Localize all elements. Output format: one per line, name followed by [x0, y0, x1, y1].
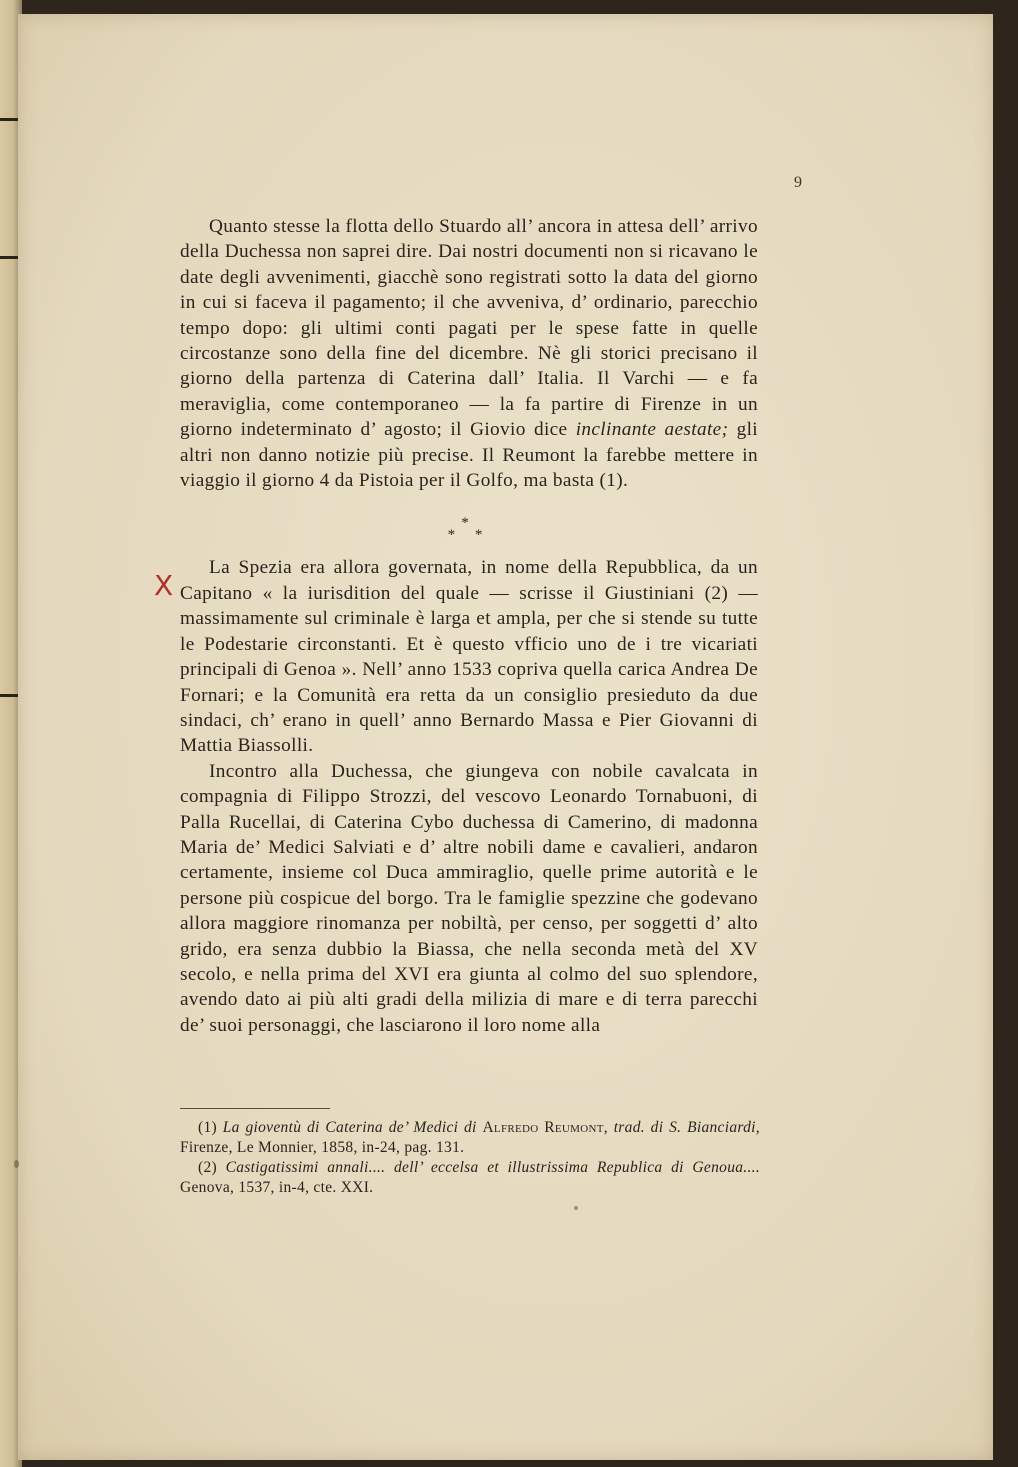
footnote: (1) La gioventù di Caterina de’ Medici di Alfredo Reumont, trad. di S. Bianciardi, Firenze, Le Monnier, 1858, in-24, pag. 131.	[180, 1119, 760, 1156]
footnotes	[180, 1118, 760, 1198]
ink-speck	[574, 1206, 578, 1210]
italic-quote: inclinante aestate;	[575, 419, 729, 441]
body-text	[180, 214, 758, 1038]
footnote: (2) Castigatissimi annali.... dell’ eccelsa et illustrissima Republica di Genoua.... Genova, 1537, in-4, cte. XXI.	[180, 1159, 760, 1196]
page-number: 9	[794, 174, 802, 191]
paragraph: Incontro alla Duchessa, che giungeva con nobile cavalcata in compagnia di Filippo Strozzi, del vescovo Leonardo Tornabuoni, di Palla Rucellai, di Caterina Cybo duchessa di Camerino, di madonna Maria de’ Medici Salviati e d’ altre nobili dame e cavalieri, andaron certamente, insieme col Duca ammiraglio, quelle prime autorità e le persone più cospicue del borgo. Tra le famiglie spezzine che godevano allora maggiore rinomanza per nobiltà, per censo, per soggetti d’ alto grido, era senza dubbio la Biassa, che nella seconda metà del XV secolo, e nella prima del XVI era giunta al colmo del suo splendore, avendo dato ai più alti gradi della milizia di mare e di terra parecchi de’ suoi personaggi, che lasciarono il loro nome alla	[180, 760, 758, 1036]
paragraph: La Spezia era allora governata, in nome della Repubblica, da un Capitano « la iurisdition del quale — scrisse il Giustiniani (2) — massimamente sul criminale è larga et ampla, per che si stende su tutte le Podestarie circonstanti. Et è questo vfficio uno de i tre vicariati principali di Genoa ». Nell’ anno 1533 copriva quella carica Andrea De Fornari; e la Comunità era retta da un consiglio presieduto da due sindaci, ch’ erano in quell’ anno Bernardo Massa e Pier Giovanni di Mattia Biassolli.	[180, 557, 758, 757]
margin-x-mark: X	[154, 569, 174, 602]
paragraph: Quanto stesse la flotta dello Stuardo all’ ancora in attesa dell’ arrivo della Duchessa non saprei dire. Dai nostri documenti non si ricavano le date degli avvenimenti, giacchè sono registrati sotto la data del giorno in cui si faceva il pagamento; il che avveniva, d’ ordinario, parecchio tempo dopo: gli ultimi conti pagati per le spese fatte in quelle circostanze sono della fine del dicembre. Nè gli storici precisano il giorno della partenza di Caterina dall’ Italia. Il Varchi — e fa meraviglia, come contemporaneo — la fa partire di Firenze in un giorno indeterminato d’ agosto; il Giovio dice inclinante aestate; gli altri non danno notizie più precise. Il Reumont la farebbe mettere in viaggio il giorno 4 da Pistoia per il Golfo, ma basta (1).	[180, 216, 758, 492]
section-asterism: * * *	[447, 515, 491, 544]
ink-speck	[14, 1160, 19, 1168]
footnote-rule	[180, 1108, 330, 1109]
